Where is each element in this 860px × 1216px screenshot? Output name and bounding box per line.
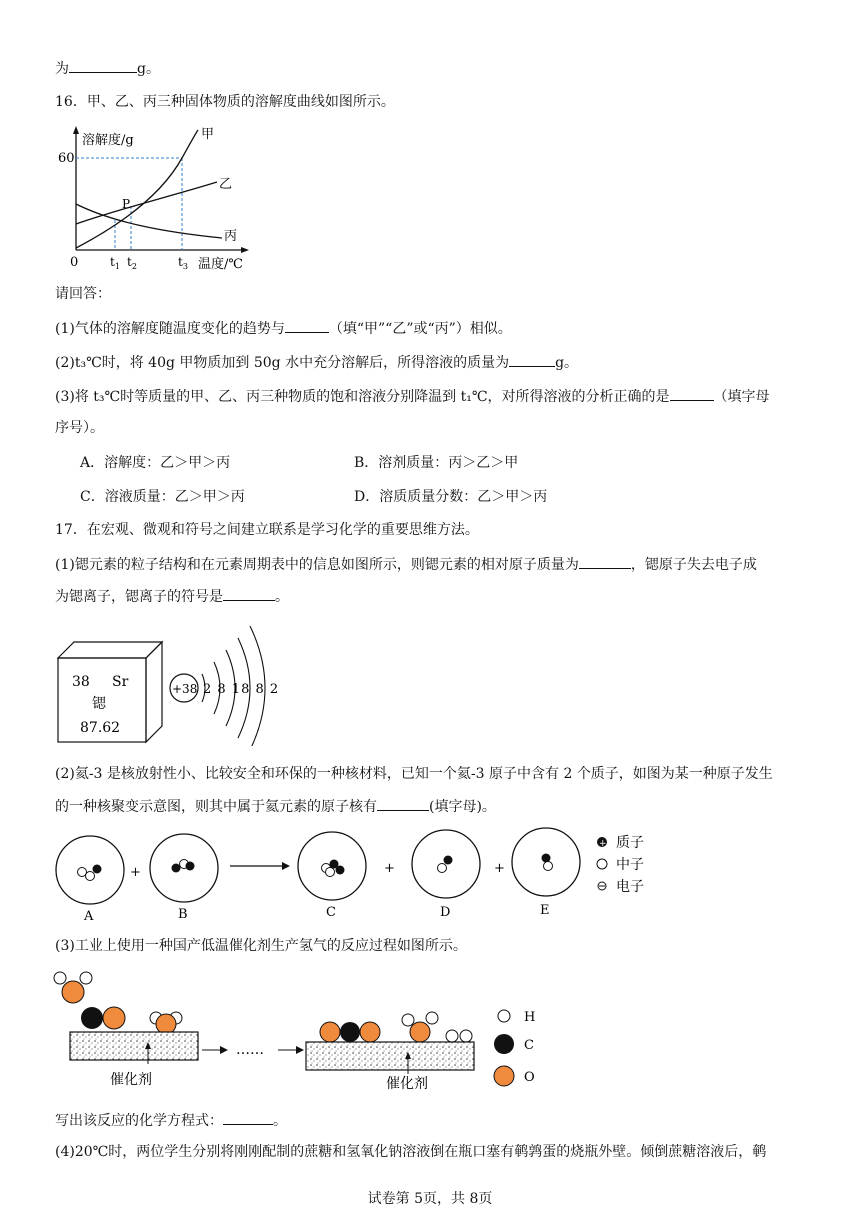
origin-label: 0	[70, 255, 79, 270]
catalyst-diagram	[52, 962, 572, 1090]
svg-text:+: +	[599, 839, 607, 849]
legend-proton: 质子	[616, 835, 644, 851]
curve-bing	[76, 204, 222, 238]
catalyst-label-right: 催化剂	[386, 1076, 428, 1090]
q17-p4: (4)20℃时，两位学生分别将刚刚配制的蔗糖和氢氧化钠溶液倒在瓶口塞有鹌鹑蛋的烧瓶外壁。倾倒蔗糖溶液后，鹌	[55, 1144, 767, 1160]
q16-p3: (3)将 t₃℃时等质量的甲、乙、丙三种物质的饱和溶液分别降温到 t₁℃，对所得溶液的分析正确的是 （填字母	[55, 386, 770, 407]
t1-label: $t_1$	[110, 255, 120, 271]
legend-neutron: 中子	[616, 857, 644, 873]
option-c: C．溶液质量：乙＞甲＞丙	[80, 489, 245, 505]
q17-p3: (3)工业上使用一种国产低温催化剂生产氢气的反应过程如图所示。	[55, 938, 467, 954]
q16-p1: (1)气体的溶解度随温度变化的趋势与 （填“甲”“乙”或“丙”）相似。	[55, 318, 512, 339]
x-axis-label: 温度/℃	[198, 257, 243, 272]
q16-prompt: 请回答：	[55, 286, 111, 302]
q15-tail: 为 g。	[55, 58, 160, 79]
element-symbol: Sr	[112, 674, 129, 690]
curve-yi-label: 乙	[219, 177, 233, 192]
plus-3: +	[494, 861, 505, 876]
option-a: A．溶解度：乙＞甲＞丙	[80, 455, 231, 471]
nucleus-charge: +38	[172, 682, 198, 696]
option-d: D．溶质质量分数：乙＞甲＞丙	[354, 489, 548, 505]
legend-o: O	[524, 1070, 535, 1085]
q17-p2-cont: 的一种核聚变示意图，则其中属于氦元素的原子核有 (填字母)。	[55, 796, 496, 817]
fusion-diagram	[52, 826, 662, 926]
legend-h: H	[524, 1010, 536, 1025]
electron-shells: 2 8 18 8 2	[203, 682, 280, 697]
q17-stem: 17．在宏观、微观和符号之间建立联系是学习化学的重要思维方法。	[55, 522, 479, 538]
point-p-label: P	[122, 197, 131, 211]
catalyst-label-left: 催化剂	[110, 1072, 152, 1088]
curve-yi	[76, 182, 217, 224]
curve-jia-label: 甲	[201, 127, 215, 142]
y-axis-label: 溶解度/g	[82, 133, 134, 148]
plus-2: +	[384, 861, 395, 876]
t2-label: $t_2$	[127, 255, 137, 271]
y-60-label: 60	[58, 151, 75, 166]
q17-p3-ask: 写出该反应的化学方程式： 。	[55, 1110, 287, 1131]
legend-electron: 电子	[616, 879, 644, 895]
q17-p2: (2)氦-3 是核放射性小、比较安全和环保的一种核材料，已知一个氦-3 原子中含有 2 个质子，如图为某一种原子发生	[55, 766, 773, 782]
element-name: 锶	[92, 696, 106, 712]
solubility-graph	[52, 124, 262, 276]
plus-1: +	[130, 865, 141, 880]
curve-bing-label: 丙	[224, 229, 238, 244]
q16-p3-cont: 序号）。	[55, 420, 104, 436]
q16-p2: (2)t₃℃时，将 40g 甲物质加到 50g 水中充分溶解后，所得溶液的质量为 g。	[55, 352, 578, 373]
q17-p1-cont: 为锶离子，锶离子的符号是 。	[55, 586, 289, 607]
dots: ……	[236, 1042, 264, 1058]
label-a: A	[84, 909, 94, 924]
strontium-figure	[52, 616, 282, 746]
page-footer: 试卷第 5页，共 8页	[367, 1191, 493, 1207]
label-b: B	[178, 907, 188, 922]
t3-label: $t_3$	[178, 255, 188, 271]
atomic-number: 38	[72, 674, 90, 690]
label-c: C	[326, 905, 336, 920]
option-b: B．溶剂质量：丙＞乙＞甲	[354, 455, 519, 471]
label-e: E	[540, 903, 550, 918]
label-d: D	[440, 905, 451, 920]
q17-p1: (1)锶元素的粒子结构和在元素周期表中的信息如图所示，则锶元素的相对原子质量为 ，锶原子失去电子成	[55, 554, 757, 575]
atomic-mass: 87.62	[80, 720, 121, 736]
legend-c: C	[524, 1038, 534, 1053]
q16-stem: 16．甲、乙、丙三种固体物质的溶解度曲线如图所示。	[55, 94, 395, 110]
